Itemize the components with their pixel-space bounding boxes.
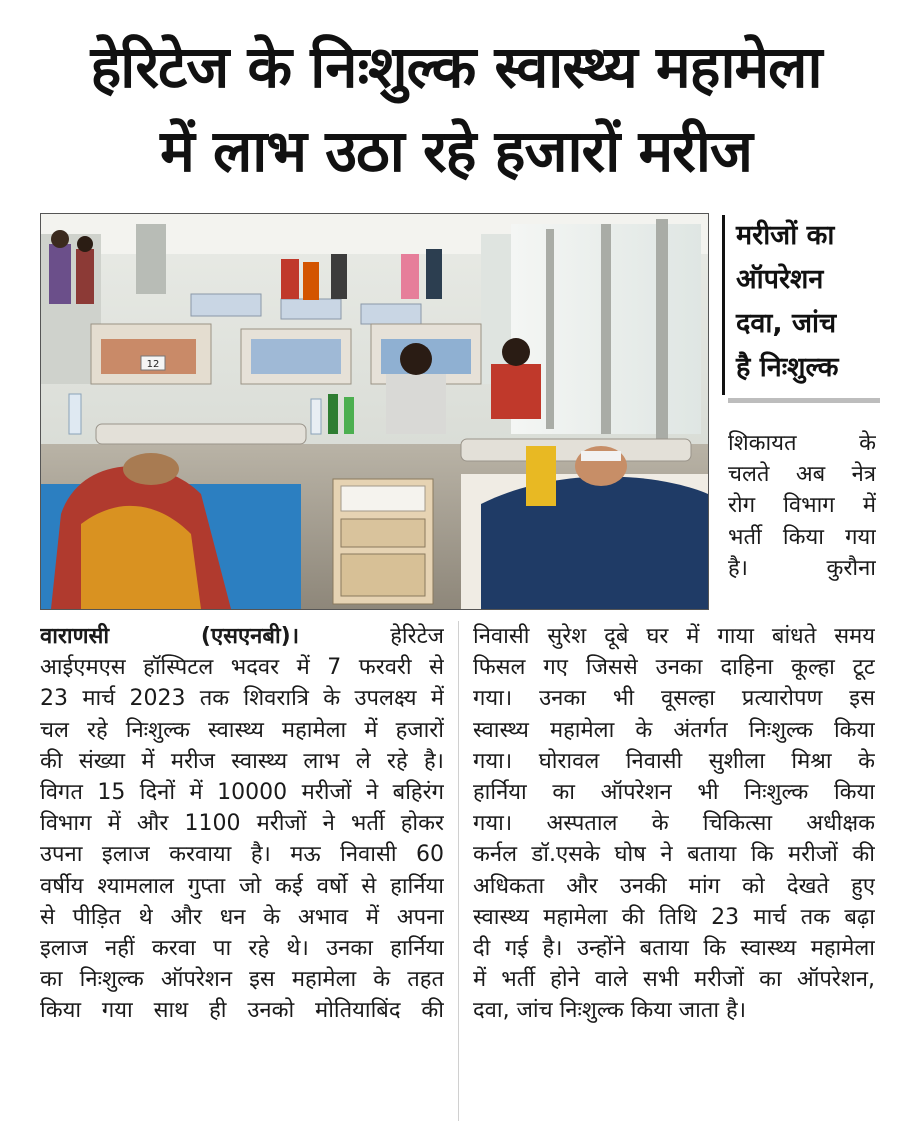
article-line: गया। घोरावल निवासी सुशीला मिश्रा के xyxy=(473,748,875,774)
article-line: शिकायत के xyxy=(728,431,876,456)
callout-divider-vertical xyxy=(722,215,725,395)
article-line: चल रहे निःशुल्क स्वास्थ्य महामेला में हजारों xyxy=(40,717,444,743)
article-side-column xyxy=(728,428,876,584)
article-line: गया। उनका भी वूसल्हा प्रत्यारोपण इस xyxy=(473,686,875,712)
article-line: में भर्ती होने वाले सभी मरीजों का ऑपरेशन, xyxy=(473,967,875,993)
article-line: का निःशुल्क ऑपरेशन इस महामेला के तहत xyxy=(40,967,444,993)
callout-box xyxy=(736,214,886,390)
article-right-column xyxy=(473,621,875,1026)
article-left-column xyxy=(40,621,444,1026)
article-line: स्वास्थ्य महामेला की तिथि 23 मार्च तक बढ़ा xyxy=(473,904,875,930)
callout-line: है निःशुल्क xyxy=(736,352,839,383)
article-line: किया गया साथ ही उनको मोतियाबिंद की xyxy=(40,998,444,1024)
article-line: गया। अस्पताल के चिकित्सा अधीक्षक xyxy=(473,811,875,837)
article-line: से पीड़ित थे और धन के अभाव में अपना xyxy=(40,904,444,930)
callout-line: ऑपरेशन xyxy=(736,264,824,295)
callout-line: मरीजों का xyxy=(736,220,835,251)
article-line: आईएमएस हॉस्पिटल भदवर में 7 फरवरी से xyxy=(40,655,444,681)
hospital-ward-photo xyxy=(40,213,709,610)
callout-line: दवा, जांच xyxy=(736,308,837,339)
article-line: फिसल गए जिससे उनका दाहिना कूल्हा टूट xyxy=(473,655,875,681)
article-line: है। कुरौना xyxy=(728,555,876,581)
article-line: स्वास्थ्य महामेला के अंतर्गत निःशुल्क किया xyxy=(473,717,875,743)
article-line: निवासी सुरेश दूबे घर में गाया बांधते समय xyxy=(473,624,875,649)
article-line: दवा, जांच निःशुल्क किया जाता है। xyxy=(473,998,747,1024)
bed-number-label: 12 xyxy=(146,359,160,370)
article-first-line-rest: हेरिटेज xyxy=(390,624,444,649)
article-line: अधिकता और उनकी मांग को देखते हुए xyxy=(473,873,875,899)
column-divider xyxy=(458,621,459,1121)
article-line: वर्षीय श्यामलाल गुप्ता जो कई वर्षो से हार्निया xyxy=(40,873,444,899)
article-line: हार्निया का ऑपरेशन भी निःशुल्क किया xyxy=(473,779,875,805)
article-line: रोग विभाग में xyxy=(728,493,876,519)
article-line: उपना इलाज करवाया है। मऊ निवासी 60 xyxy=(40,842,444,868)
article-line: भर्ती किया गया xyxy=(728,524,876,550)
article-line: कर्नल डॉ.एसके घोष ने बताया कि मरीजों की xyxy=(473,842,875,868)
headline-line-1: हेरिटेज के निःशुल्क स्वास्थ्य महामेला xyxy=(90,33,822,101)
article-line: दी गई है। उन्होंने बताया कि स्वास्थ्य महामेला xyxy=(473,935,875,961)
article-first-line xyxy=(40,621,444,652)
article-line: विभाग में और 1100 मरीजों ने भर्ती होकर xyxy=(40,811,444,837)
callout-divider-horizontal xyxy=(728,398,880,403)
dateline: वाराणसी (एसएनबी)। xyxy=(40,624,300,649)
article-line: इलाज नहीं करवा पा रहे थे। उनका हार्निया xyxy=(40,935,444,961)
headline-line-2: में लाभ उठा रहे हजारों मरीज xyxy=(160,117,752,185)
article-line: 23 मार्च 2023 तक शिवरात्रि के उपलक्ष्य में xyxy=(40,686,444,712)
article-line: विगत 15 दिनों में 10000 मरीजों ने बहिरंग xyxy=(40,779,444,805)
article-line: चलते अब नेत्र xyxy=(728,462,876,488)
article-line: की संख्या में मरीज स्वास्थ्य लाभ ले रहे है। xyxy=(40,748,444,774)
